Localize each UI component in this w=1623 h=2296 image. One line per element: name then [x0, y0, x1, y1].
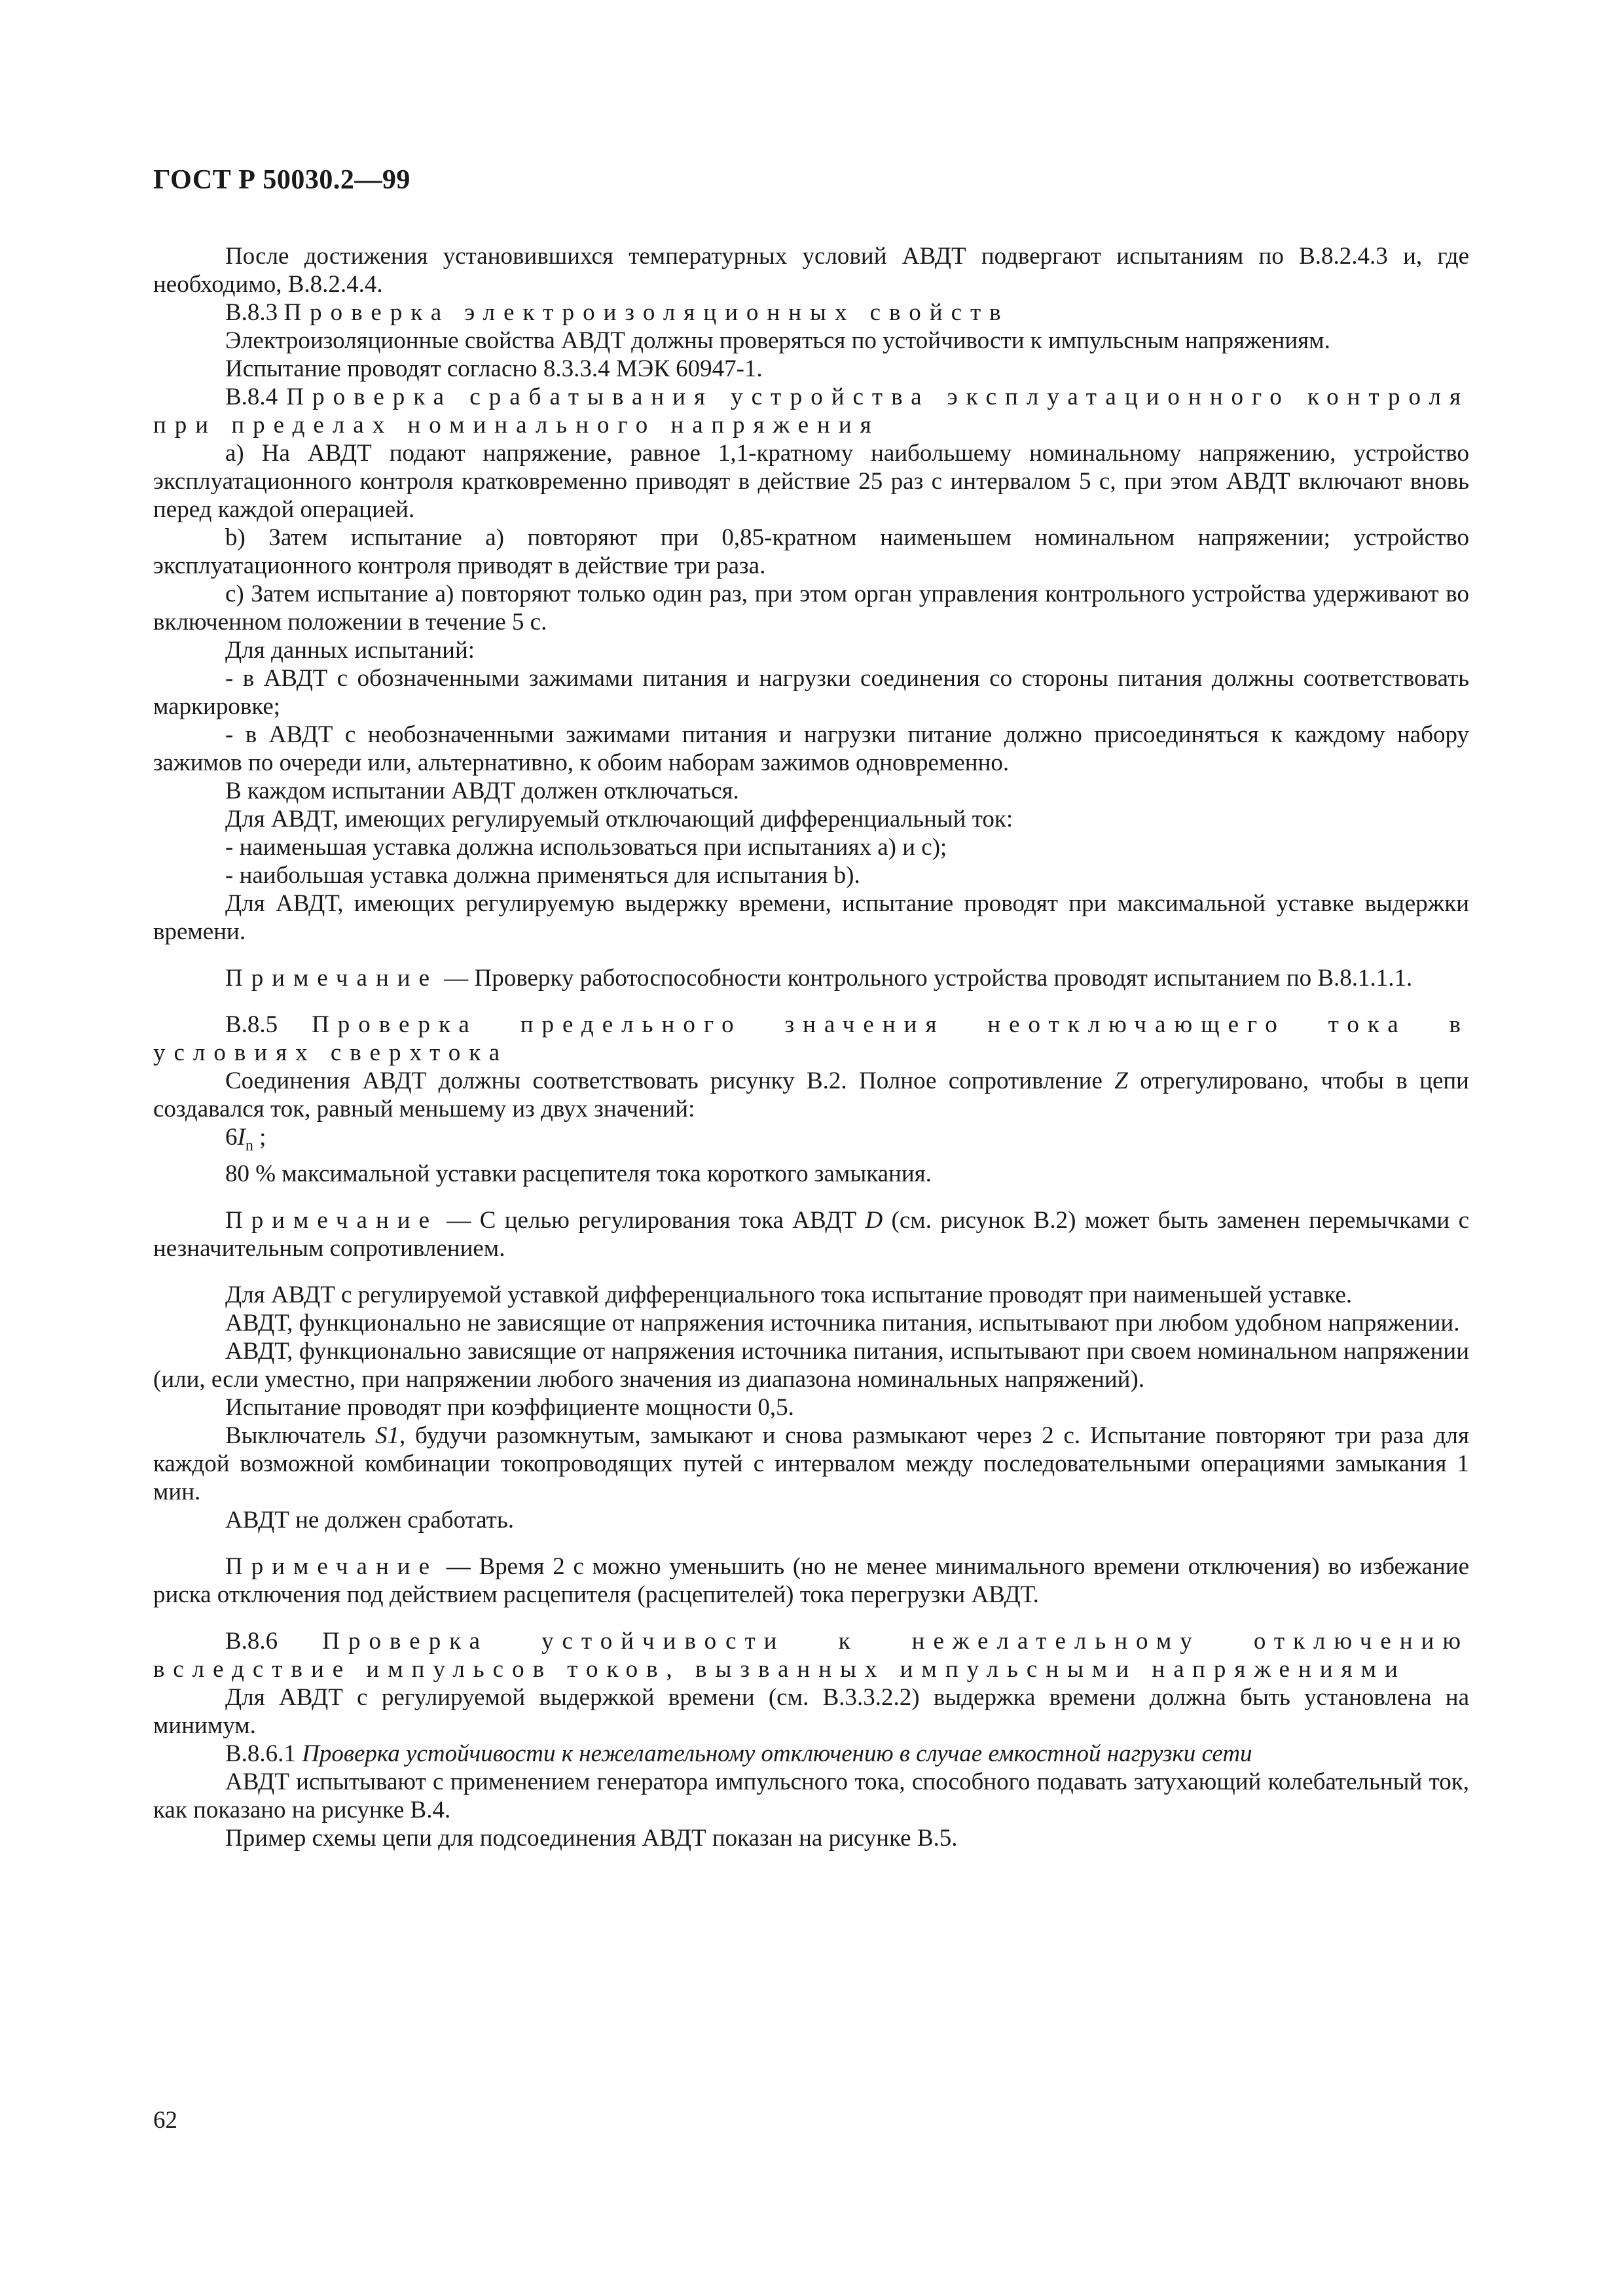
- paragraph: - в АВДТ с обозначенными зажимами питания и нагрузки соединения со стороны питания должны соответствовать маркировке;: [153, 665, 1469, 720]
- paragraph: Испытание проводят согласно 8.3.3.4 МЭК 60947-1.: [225, 355, 763, 382]
- section-heading-b-8-6: [153, 1627, 1469, 1683]
- section-number: В.8.4: [225, 384, 278, 410]
- paragraph: АВДТ испытывают с применением генератора импульсного тока, способного подавать затухающий колебательный ток, как показано на рисунке В.4.: [153, 1768, 1469, 1824]
- page-number: 62: [153, 2107, 177, 2134]
- paragraph: АВДТ, функционально не зависящие от напряжения источника питания, испытывают при любом удобном напряжении.: [225, 1310, 1460, 1337]
- section-number: В.8.3: [225, 299, 278, 326]
- note-label: Примечание: [225, 1207, 438, 1234]
- list-item-c: c) Затем испытание a) повторяют только один раз, при этом орган управления контрольного устройства удерживают во включенном положении в течение 5 с.: [153, 581, 1469, 636]
- subsection-heading-b-8-6-1: [153, 1740, 1469, 1768]
- paragraph: АВДТ, функционально зависящие от напряжения источника питания, испытывают при своем номинальном напряжении (или, если уместно, при напряжении любого значения из диапазона номинальных напряжений).: [153, 1338, 1469, 1393]
- note: [153, 964, 1469, 992]
- section-number: В.8.5: [225, 1011, 278, 1038]
- spacer: [153, 1609, 1469, 1627]
- note-text: — Время 2 с можно уменьшить (но не менее минимального времени отключения) во избежание риска отключения под действием расцепителя (расцепителей) тока перегрузки АВДТ.: [153, 1553, 1469, 1609]
- section-heading-b-8-4: [153, 383, 1469, 439]
- symbol-i: I: [237, 1124, 246, 1151]
- paragraph: После достижения установившихся температурных условий АВДТ подвергают испытаниям по В.8.2.4.3 и, где необходимо, В.8.2.4.4.: [153, 243, 1469, 298]
- formula-line: [153, 1123, 1469, 1160]
- symbol-d: D: [865, 1207, 883, 1234]
- section-title: Проверка электроизоляционных свойств: [283, 299, 1010, 326]
- document-code: ГОСТ Р 50030.2—99: [153, 165, 410, 195]
- text-run: Выключатель: [225, 1422, 375, 1450]
- section-number: В.8.6: [225, 1628, 278, 1655]
- paragraph: - наибольшая уставка должна применяться для испытания b).: [225, 862, 860, 889]
- paragraph: В каждом испытании АВДТ должен отключаться.: [225, 778, 739, 804]
- section-title: Проверка срабатывания устройства эксплуатационного контроля при пределах номинального напряжения: [153, 384, 1469, 439]
- spacer: [153, 1534, 1469, 1552]
- section-number: В.8.6.1: [225, 1740, 296, 1768]
- paragraph: Электроизоляционные свойства АВДТ должны проверяться по устойчивости к импульсным напряжениям.: [225, 327, 1330, 354]
- paragraph: Для АВДТ с регулируемой выдержкой времени (см. В.3.3.2.2) выдержка времени должна быть установлена на минимум.: [153, 1684, 1469, 1740]
- paragraph: [153, 1067, 1469, 1123]
- list-item-a: a) На АВДТ подают напряжение, равное 1,1-кратному наибольшему номинальному напряжению, устройство эксплуатационного контроля кратковременно приводят в действие 25 раз с интервалом 5 с, при этом АВДТ включают вновь перед каждой операцией.: [153, 440, 1469, 523]
- note-text: (см. рисунок В.2) может быть заменен перемычками с незначительным сопротивлением.: [153, 1207, 1469, 1263]
- symbol-z: Z: [1114, 1067, 1128, 1094]
- spacer: [153, 1188, 1469, 1206]
- spacer: [153, 1263, 1469, 1281]
- list-item-b: b) Затем испытание a) повторяют при 0,85-кратном наименьшем номинальном напряжении; устройство эксплуатационного контроля приводят в действие три раза.: [153, 524, 1469, 579]
- text-run: Соединения АВДТ должны соответствовать рисунку В.2. Полное сопротивление: [225, 1067, 1115, 1094]
- text-run: отрегулировано, чтобы в цепи создавался ток, равный меньшему из двух значений:: [153, 1067, 1469, 1122]
- section-title: Проверка предельного значения неотключающего тока в условиях сверхтока: [153, 1011, 1470, 1066]
- section-heading-b-8-5: [153, 1011, 1469, 1067]
- paragraph: АВДТ не должен сработать.: [225, 1507, 514, 1534]
- text-run: , будучи разомкнутым, замыкают и снова размыкают через 2 с. Испытание повторяют три раза для каждой возможной комбинации токопроводящих путей с интервалом между последовательными операциями замыкания 1 мин.: [153, 1422, 1469, 1506]
- section-title: Проверка устойчивости к нежелательному отключению вследствие импульсов токов, вызванных импульсными напряжениями: [153, 1628, 1469, 1683]
- paragraph: - в АВДТ с необозначенными зажимами питания и нагрузки питание должно присоединяться к каждому набору зажимов по очереди или, альтернативно, к обоим наборам зажимов одновременно.: [153, 721, 1469, 776]
- subscript-n: n: [245, 1137, 253, 1155]
- note: [153, 1206, 1469, 1263]
- text-run: ;: [253, 1124, 266, 1151]
- note: [153, 1552, 1469, 1609]
- paragraph: 80 % максимальной уставки расцепителя тока короткого замыкания.: [225, 1160, 932, 1188]
- paragraph: Для АВДТ с регулируемой уставкой дифференциального тока испытание проводят при наименьшей уставке.: [225, 1282, 1353, 1309]
- note-text: — Проверку работоспособности контрольного устройства проводят испытанием по В.8.1.1.1.: [438, 965, 1413, 992]
- paragraph: Пример схемы цепи для подсоединения АВДТ показан на рисунке В.5.: [225, 1825, 958, 1852]
- spacer: [153, 946, 1469, 964]
- paragraph: Для АВДТ, имеющих регулируемый отключающий дифференциальный ток:: [225, 806, 1013, 833]
- paragraph: Для данных испытаний:: [225, 637, 475, 664]
- note-label: Примечание: [225, 965, 438, 992]
- spacer: [153, 992, 1469, 1011]
- paragraph: Для АВДТ, имеющих регулируемую выдержку времени, испытание проводят при максимальной уставке выдержки времени.: [153, 890, 1469, 945]
- paragraph: Испытание проводят при коэффициенте мощности 0,5.: [225, 1394, 794, 1422]
- note-text: — С целью регулирования тока АВДТ: [438, 1207, 866, 1234]
- paragraph: - наименьшая уставка должна использоваться при испытаниях a) и c);: [225, 834, 947, 861]
- page-body: [153, 242, 1469, 1852]
- paragraph: [153, 1422, 1469, 1506]
- section-heading-b-8-3: [153, 298, 1469, 327]
- symbol-s1: S1: [375, 1422, 399, 1450]
- coefficient: 6: [225, 1124, 238, 1151]
- section-title: Проверка устойчивости к нежелательному отключению в случае емкостной нагрузки сети: [302, 1740, 1252, 1768]
- note-label: Примечание: [225, 1553, 438, 1581]
